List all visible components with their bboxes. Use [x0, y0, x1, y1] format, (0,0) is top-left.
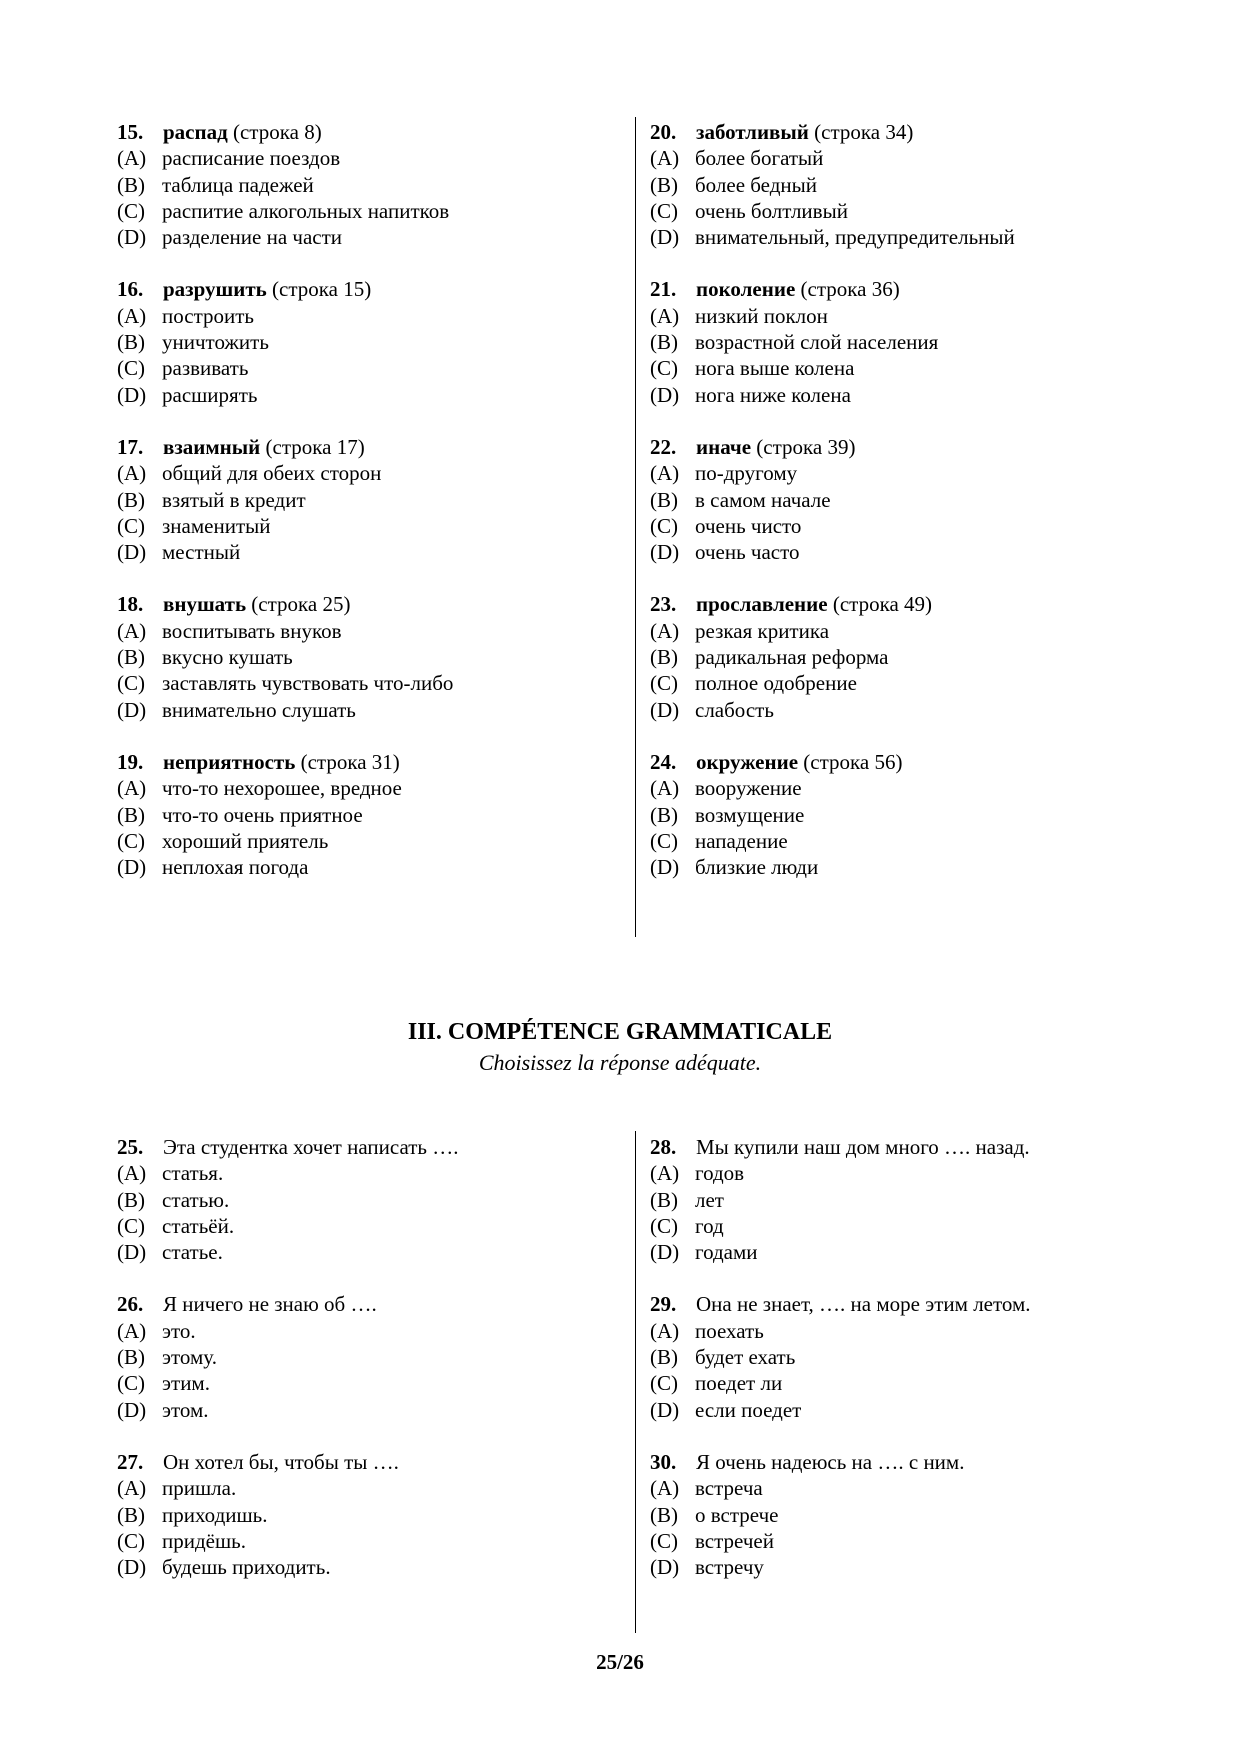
option-text: низкий поклон	[695, 303, 828, 328]
answer-option[interactable]	[650, 460, 1210, 486]
option-text: будет ехать	[695, 1345, 796, 1370]
vocab-word: окружение	[696, 749, 799, 774]
question-number: 22.	[650, 434, 677, 459]
question-number: 20.	[650, 120, 677, 144]
answer-option[interactable]	[650, 1397, 1210, 1423]
option-text: неплохая погода	[162, 855, 309, 880]
answer-option[interactable]	[117, 1160, 622, 1186]
option-letter: (C)	[650, 356, 678, 381]
question-block	[650, 1291, 1210, 1422]
answer-option[interactable]	[117, 1318, 622, 1344]
answer-option[interactable]	[117, 1213, 622, 1239]
option-text: заставлять чувствовать что-либо	[162, 671, 454, 696]
question-heading	[117, 1449, 622, 1475]
answer-option[interactable]	[650, 487, 1210, 513]
answer-option[interactable]	[650, 198, 1210, 224]
option-text: очень болтливый	[695, 198, 848, 223]
option-text: радикальная реформа	[695, 645, 889, 670]
option-text: поехать	[695, 1318, 764, 1343]
option-letter: (C)	[650, 1213, 678, 1238]
option-letter: (D)	[650, 1397, 680, 1422]
option-text: распитие алкогольных напитков	[162, 198, 450, 223]
question-number: 30.	[650, 1449, 677, 1474]
answer-option[interactable]	[117, 355, 622, 381]
option-letter: (A)	[650, 1476, 680, 1501]
option-letter: (A)	[650, 1318, 680, 1343]
option-text: построить	[162, 303, 255, 328]
option-text: этому.	[162, 1345, 217, 1370]
option-letter: (A)	[117, 1161, 147, 1186]
option-letter: (B)	[650, 802, 678, 827]
option-letter: (D)	[650, 855, 680, 880]
option-text: лет	[695, 1187, 724, 1212]
option-text: придёшь.	[162, 1528, 246, 1553]
line-reference: (строка 39)	[751, 434, 856, 459]
answer-option[interactable]	[117, 775, 622, 801]
answer-option[interactable]	[117, 1528, 622, 1554]
option-text: расписание поездов	[162, 146, 341, 171]
option-text: приходишь.	[162, 1502, 268, 1527]
option-text: о встрече	[695, 1502, 779, 1527]
question-block	[117, 591, 622, 722]
option-text: очень чисто	[695, 513, 802, 538]
answer-option[interactable]	[650, 775, 1210, 801]
option-letter: (A)	[117, 618, 147, 643]
option-letter: (D)	[650, 540, 680, 565]
answer-option[interactable]	[650, 355, 1210, 381]
option-letter: (B)	[650, 645, 678, 670]
option-text: возмущение	[695, 802, 805, 827]
answer-option[interactable]	[117, 460, 622, 486]
vocab-column-left	[117, 119, 622, 906]
option-text: статью.	[162, 1187, 230, 1212]
question-number: 24.	[650, 749, 677, 774]
question-heading	[650, 119, 1210, 145]
option-letter: (C)	[117, 1371, 145, 1396]
question-heading	[117, 276, 622, 302]
question-number: 21.	[650, 277, 677, 302]
option-letter: (B)	[117, 330, 145, 355]
answer-option[interactable]	[650, 1475, 1210, 1501]
option-text: поедет ли	[695, 1371, 783, 1396]
option-letter: (D)	[650, 225, 680, 250]
option-letter: (C)	[650, 671, 678, 696]
option-text: развивать	[162, 356, 249, 381]
answer-option[interactable]	[117, 618, 622, 644]
answer-option[interactable]	[117, 828, 622, 854]
answer-option[interactable]	[650, 828, 1210, 854]
question-heading	[650, 1134, 1210, 1160]
question-number: 19.	[117, 749, 144, 774]
answer-option[interactable]	[650, 1344, 1210, 1370]
option-letter: (D)	[117, 855, 147, 880]
column-divider-top	[635, 117, 636, 937]
answer-option[interactable]	[117, 513, 622, 539]
question-block	[650, 1449, 1210, 1580]
option-letter: (A)	[650, 776, 680, 801]
answer-option[interactable]	[117, 487, 622, 513]
line-reference: (строка 49)	[827, 592, 933, 617]
option-letter: (C)	[117, 513, 145, 538]
grammar-column-left	[117, 1134, 622, 1606]
answer-option[interactable]	[117, 1554, 622, 1580]
line-reference: (строка 15)	[266, 277, 372, 302]
vocab-word: заботливый	[696, 120, 809, 144]
option-text: слабость	[695, 697, 774, 722]
question-heading	[117, 591, 622, 617]
answer-option[interactable]	[117, 854, 622, 880]
answer-option[interactable]	[650, 1370, 1210, 1396]
question-text: Эта студентка хочет написать ….	[163, 1135, 459, 1159]
question-block	[117, 434, 622, 565]
question-heading	[117, 749, 622, 775]
answer-option[interactable]	[117, 1239, 622, 1265]
vocab-word: взаимный	[163, 434, 261, 459]
option-text: внимательно слушать	[162, 697, 356, 722]
option-text: знаменитый	[162, 513, 271, 538]
answer-option[interactable]	[650, 303, 1210, 329]
answer-option[interactable]	[117, 382, 622, 408]
vocab-word: разрушить	[163, 277, 267, 302]
option-letter: (D)	[117, 697, 147, 722]
option-text: близкие люди	[695, 855, 819, 880]
option-letter: (B)	[117, 645, 145, 670]
question-heading	[650, 1291, 1210, 1317]
option-letter: (A)	[650, 146, 680, 171]
option-letter: (B)	[650, 172, 678, 197]
question-number: 26.	[117, 1292, 144, 1317]
option-text: воспитывать внуков	[162, 618, 342, 643]
option-text: статьёй.	[162, 1213, 235, 1238]
option-text: это.	[162, 1318, 196, 1343]
answer-option[interactable]	[650, 1502, 1210, 1528]
option-letter: (B)	[117, 1187, 145, 1212]
option-text: год	[695, 1213, 724, 1238]
answer-option[interactable]	[650, 1528, 1210, 1554]
option-text: что-то нехорошее, вредное	[162, 776, 402, 801]
question-number: 17.	[117, 434, 144, 459]
option-letter: (D)	[117, 1555, 147, 1580]
option-text: таблица падежей	[162, 172, 314, 197]
question-heading	[650, 749, 1210, 775]
section-title: III. COMPÉTENCE GRAMMATICALE	[407, 1019, 833, 1045]
option-text: если поедет	[695, 1397, 802, 1422]
option-text: резкая критика	[695, 618, 830, 643]
question-block	[117, 276, 622, 407]
option-text: вкусно кушать	[162, 645, 293, 670]
answer-option[interactable]	[650, 1239, 1210, 1265]
option-letter: (C)	[117, 671, 145, 696]
option-letter: (D)	[650, 1240, 680, 1265]
option-text: что-то очень приятное	[162, 802, 363, 827]
answer-option[interactable]	[117, 539, 622, 565]
option-letter: (C)	[117, 198, 145, 223]
option-text: годами	[695, 1240, 758, 1265]
vocab-word: поколение	[696, 277, 796, 302]
option-letter: (C)	[117, 1213, 145, 1238]
option-letter: (D)	[117, 1240, 147, 1265]
option-letter: (D)	[117, 225, 147, 250]
question-block	[650, 276, 1210, 407]
vocab-word: внушать	[163, 592, 247, 617]
answer-option[interactable]	[650, 224, 1210, 250]
option-text: полное одобрение	[695, 671, 857, 696]
option-letter: (A)	[650, 461, 680, 486]
option-text: по-другому	[695, 461, 798, 486]
option-letter: (D)	[650, 1555, 680, 1580]
question-number: 25.	[117, 1135, 144, 1159]
option-letter: (D)	[650, 697, 680, 722]
line-reference: (строка 8)	[227, 120, 322, 144]
question-text: Я очень надеюсь на …. с ним.	[696, 1449, 965, 1474]
question-block	[117, 1449, 622, 1580]
option-letter: (D)	[650, 382, 680, 407]
question-heading	[117, 1291, 622, 1317]
answer-option[interactable]	[650, 1213, 1210, 1239]
question-number: 27.	[117, 1449, 144, 1474]
answer-option[interactable]	[650, 697, 1210, 723]
question-text: Я ничего не знаю об ….	[163, 1292, 377, 1317]
option-letter: (B)	[117, 802, 145, 827]
option-letter: (A)	[650, 1161, 680, 1186]
question-block	[650, 749, 1210, 880]
option-letter: (A)	[117, 146, 147, 171]
answer-option[interactable]	[117, 802, 622, 828]
question-text: Он хотел бы, чтобы ты ….	[163, 1449, 399, 1474]
answer-option[interactable]	[117, 303, 622, 329]
question-block	[117, 119, 622, 250]
option-text: пришла.	[162, 1476, 237, 1501]
answer-option[interactable]	[117, 670, 622, 696]
option-text: будешь приходить.	[162, 1555, 331, 1580]
option-text: расширять	[162, 382, 258, 407]
vocab-word: иначе	[696, 434, 752, 459]
option-letter: (C)	[117, 356, 145, 381]
question-number: 15.	[117, 120, 144, 144]
option-letter: (A)	[650, 618, 680, 643]
option-letter: (D)	[117, 540, 147, 565]
option-text: более богатый	[695, 146, 824, 171]
question-block	[117, 749, 622, 880]
option-letter: (C)	[117, 828, 145, 853]
answer-option[interactable]	[650, 145, 1210, 171]
answer-option[interactable]	[117, 1344, 622, 1370]
option-letter: (A)	[117, 776, 147, 801]
answer-option[interactable]	[650, 172, 1210, 198]
question-number: 29.	[650, 1292, 677, 1317]
vocab-word: распад	[163, 120, 228, 144]
option-letter: (A)	[117, 1476, 147, 1501]
grammar-column-right	[650, 1134, 1210, 1606]
option-text: годов	[695, 1161, 745, 1186]
answer-option[interactable]	[650, 670, 1210, 696]
answer-option[interactable]	[117, 697, 622, 723]
question-heading	[117, 434, 622, 460]
option-letter: (D)	[117, 382, 147, 407]
option-letter: (C)	[650, 828, 678, 853]
answer-option[interactable]	[117, 145, 622, 171]
question-number: 16.	[117, 277, 144, 302]
question-number: 18.	[117, 592, 144, 617]
question-text: Мы купили наш дом много …. назад.	[696, 1135, 1030, 1159]
answer-option[interactable]	[117, 329, 622, 355]
question-block	[117, 1291, 622, 1422]
option-text: статья.	[162, 1161, 224, 1186]
option-letter: (B)	[650, 1502, 678, 1527]
line-reference: (строка 31)	[295, 749, 400, 774]
answer-option[interactable]	[650, 382, 1210, 408]
option-letter: (C)	[650, 1528, 678, 1553]
question-block	[650, 1134, 1210, 1265]
question-block	[650, 119, 1210, 250]
answer-option[interactable]	[650, 802, 1210, 828]
page-number: 25/26	[596, 1650, 644, 1674]
answer-option[interactable]	[650, 618, 1210, 644]
answer-option[interactable]	[117, 172, 622, 198]
answer-option[interactable]	[117, 198, 622, 224]
option-text: внимательный, предупредительный	[695, 225, 1015, 250]
option-letter: (B)	[117, 1345, 145, 1370]
question-block	[117, 1134, 622, 1265]
question-heading	[650, 434, 1210, 460]
option-text: более бедный	[695, 172, 818, 197]
option-text: нападение	[695, 828, 788, 853]
line-reference: (строка 56)	[798, 749, 903, 774]
option-letter: (A)	[117, 303, 147, 328]
option-text: общий для обеих сторон	[162, 461, 382, 486]
option-letter: (C)	[650, 1371, 678, 1396]
answer-option[interactable]	[117, 1187, 622, 1213]
option-text: взятый в кредит	[162, 487, 306, 512]
option-text: местный	[162, 540, 241, 565]
answer-option[interactable]	[650, 854, 1210, 880]
question-heading	[117, 119, 622, 145]
option-text: в самом начале	[695, 487, 831, 512]
question-number: 23.	[650, 592, 677, 617]
line-reference: (строка 34)	[808, 120, 914, 144]
option-letter: (C)	[117, 1528, 145, 1553]
question-block	[650, 591, 1210, 722]
answer-option[interactable]	[650, 1160, 1210, 1186]
option-letter: (D)	[117, 1397, 147, 1422]
option-letter: (B)	[650, 330, 678, 355]
option-letter: (C)	[650, 513, 678, 538]
answer-option[interactable]	[650, 644, 1210, 670]
option-text: встреча	[695, 1476, 763, 1501]
option-text: разделение на части	[162, 225, 343, 250]
option-letter: (B)	[650, 1187, 678, 1212]
column-divider-bottom	[635, 1131, 636, 1633]
question-block	[650, 434, 1210, 565]
option-text: встречей	[695, 1528, 774, 1553]
line-reference: (строка 36)	[795, 277, 900, 302]
option-letter: (A)	[650, 303, 680, 328]
answer-option[interactable]	[650, 1554, 1210, 1580]
line-reference: (строка 25)	[246, 592, 351, 617]
option-letter: (B)	[650, 1345, 678, 1370]
option-text: вооружение	[695, 776, 802, 801]
question-text: Она не знает, …. на море этим летом.	[696, 1292, 1031, 1317]
option-letter: (A)	[117, 461, 147, 486]
option-text: нога ниже колена	[695, 382, 851, 407]
answer-option[interactable]	[117, 1370, 622, 1396]
option-text: статье.	[162, 1240, 223, 1265]
option-letter: (C)	[650, 198, 678, 223]
vocab-word: прославление	[696, 592, 828, 617]
answer-option[interactable]	[117, 224, 622, 250]
option-text: этим.	[162, 1371, 210, 1396]
option-letter: (B)	[117, 172, 145, 197]
option-text: встречу	[695, 1555, 764, 1580]
question-number: 28.	[650, 1135, 677, 1159]
question-heading	[650, 591, 1210, 617]
answer-option[interactable]	[117, 644, 622, 670]
answer-option[interactable]	[650, 513, 1210, 539]
answer-option[interactable]	[117, 1502, 622, 1528]
answer-option[interactable]	[117, 1475, 622, 1501]
question-heading	[650, 276, 1210, 302]
question-heading	[650, 1449, 1210, 1475]
section-subtitle: Choisissez la réponse adéquate.	[478, 1050, 762, 1075]
answer-option[interactable]	[650, 1187, 1210, 1213]
vocab-word: неприятность	[163, 749, 296, 774]
option-text: очень часто	[695, 540, 800, 565]
option-letter: (B)	[650, 487, 678, 512]
option-letter: (B)	[117, 1502, 145, 1527]
vocab-column-right	[650, 119, 1210, 906]
option-text: возрастной слой населения	[695, 330, 939, 355]
answer-option[interactable]	[650, 1318, 1210, 1344]
option-text: хороший приятель	[162, 828, 329, 853]
option-letter: (B)	[117, 487, 145, 512]
answer-option[interactable]	[650, 539, 1210, 565]
option-text: этом.	[162, 1397, 209, 1422]
question-heading	[117, 1134, 622, 1160]
option-text: уничтожить	[162, 330, 269, 355]
line-reference: (строка 17)	[260, 434, 365, 459]
answer-option[interactable]	[650, 329, 1210, 355]
option-text: нога выше колена	[695, 356, 855, 381]
option-letter: (A)	[117, 1318, 147, 1343]
answer-option[interactable]	[117, 1397, 622, 1423]
